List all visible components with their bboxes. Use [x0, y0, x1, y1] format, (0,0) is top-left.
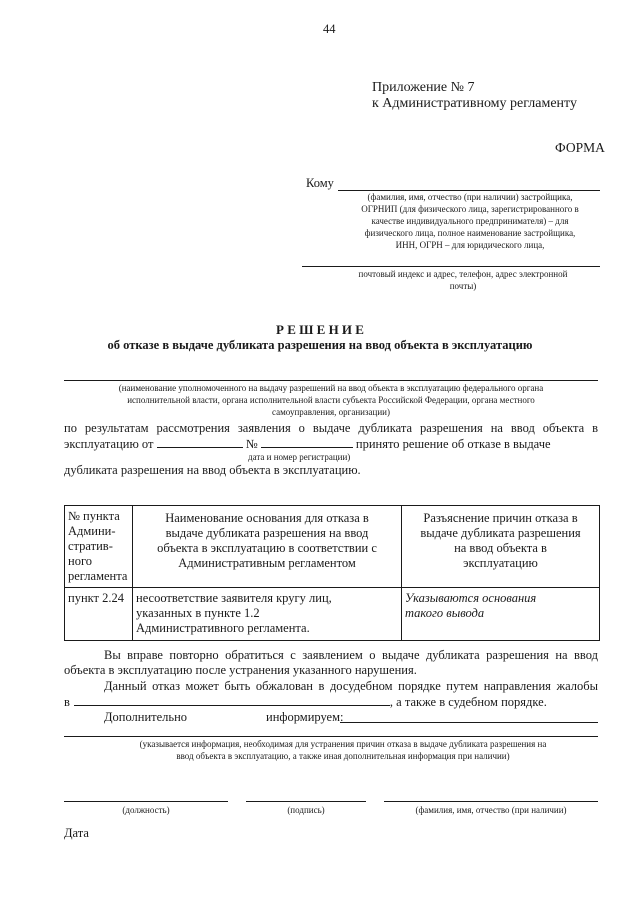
- header-reason: Наименование основания для отказа в выдаче дубликата разрешения на ввод объекта в эксплуатацию в соответствии с Административным регламентом: [133, 506, 402, 588]
- refusal-reasons-table: [64, 505, 600, 641]
- row-reason: несоответствие заявителя кругу лиц, указанных в пункте 1.2 Административного регламента.: [133, 588, 402, 641]
- authority-field-line[interactable]: [64, 380, 598, 381]
- application-date-field[interactable]: [157, 436, 243, 448]
- reapply-line-1: Вы вправе повторно обратиться с заявлением о выдаче дубликата разрешения на ввод: [104, 648, 598, 662]
- additional-hint: (указывается информация, необходимая для устранения причин отказа в выдаче дубликата разрешения на ввод объекта в эксплуатацию, а также иная дополнительная информация при наличии): [139, 739, 547, 761]
- full-name-field-line[interactable]: [384, 801, 598, 802]
- page-number: 44: [323, 22, 336, 36]
- header-explanation: Разъяснение причин отказа в выдаче дубликата разрешения на ввод объекта в эксплуатацию: [402, 506, 600, 588]
- body-line-3: дубликата разрешения на ввод объекта в эксплуатацию.: [64, 463, 361, 477]
- additional-word: Дополнительно: [104, 710, 188, 724]
- appeal-line-1: Данный отказ может быть обжалован в досудебном порядке путем направления жалобы: [104, 679, 598, 693]
- appendix-regulation: к Административному регламенту: [372, 96, 577, 111]
- table-header-row: [65, 506, 600, 588]
- additional-field-line-1[interactable]: [340, 722, 598, 723]
- reapply-line-2: объекта в эксплуатацию после устранения указанного нарушения.: [64, 663, 417, 677]
- authority-hint: (наименование уполномоченного на выдачу разрешений на ввод объекта в эксплуатацию федерального органа исполнительной власти, органа исполнительной власти субъекта Российской Федерации, органа местного самоуправления, организации): [118, 383, 544, 417]
- appeal-authority-field[interactable]: [74, 694, 390, 706]
- date-label: Дата: [64, 826, 89, 840]
- recipient-hint: (фамилия, имя, отчество (при наличии) застройщика, ОГРНИП (для физического лица, зарегистрированного в качестве индивидуального предпринимателя) – для физического лица, полное наименование застройщика, ИНН, ОГРН – для юридического лица,: [361, 192, 579, 250]
- application-number-field[interactable]: [261, 436, 353, 448]
- decision-title: Р Е Ш Е Н И Е: [276, 322, 364, 337]
- signature-hint: (подпись): [287, 805, 325, 815]
- date-number-hint: дата и номер регистрации): [248, 452, 351, 462]
- row-clause: пункт 2.24: [65, 588, 133, 641]
- contact-field-line[interactable]: [302, 266, 600, 267]
- row-explanation: Указываются основания такого вывода: [402, 588, 600, 641]
- full-name-hint: (фамилия, имя, отчество (при наличии): [415, 805, 567, 815]
- position-field-line[interactable]: [64, 801, 228, 802]
- position-hint: (должность): [122, 805, 170, 815]
- body-line-2: эксплуатацию от № принято решение об отказе в выдаче: [64, 437, 551, 451]
- body-line-1: по результатам рассмотрения заявления о выдаче дубликата разрешения на ввод объекта в: [64, 421, 598, 435]
- signature-field-line[interactable]: [246, 801, 366, 802]
- appendix-number: Приложение № 7: [372, 80, 475, 95]
- header-clause: № пункта Админи-стратив-ного регламента: [65, 506, 133, 588]
- form-label: ФОРМА: [555, 140, 605, 155]
- inform-word: информируем:: [266, 710, 344, 724]
- contact-hint: почтовый индекс и адрес, телефон, адрес электронной почты): [358, 269, 568, 291]
- additional-field-line-2[interactable]: [64, 736, 598, 737]
- table-row: [65, 588, 600, 641]
- decision-subtitle: об отказе в выдаче дубликата разрешения на ввод объекта в эксплуатацию: [107, 338, 533, 352]
- recipient-label: Кому: [306, 176, 334, 190]
- appeal-line-2: в , а также в судебном порядке.: [64, 695, 547, 709]
